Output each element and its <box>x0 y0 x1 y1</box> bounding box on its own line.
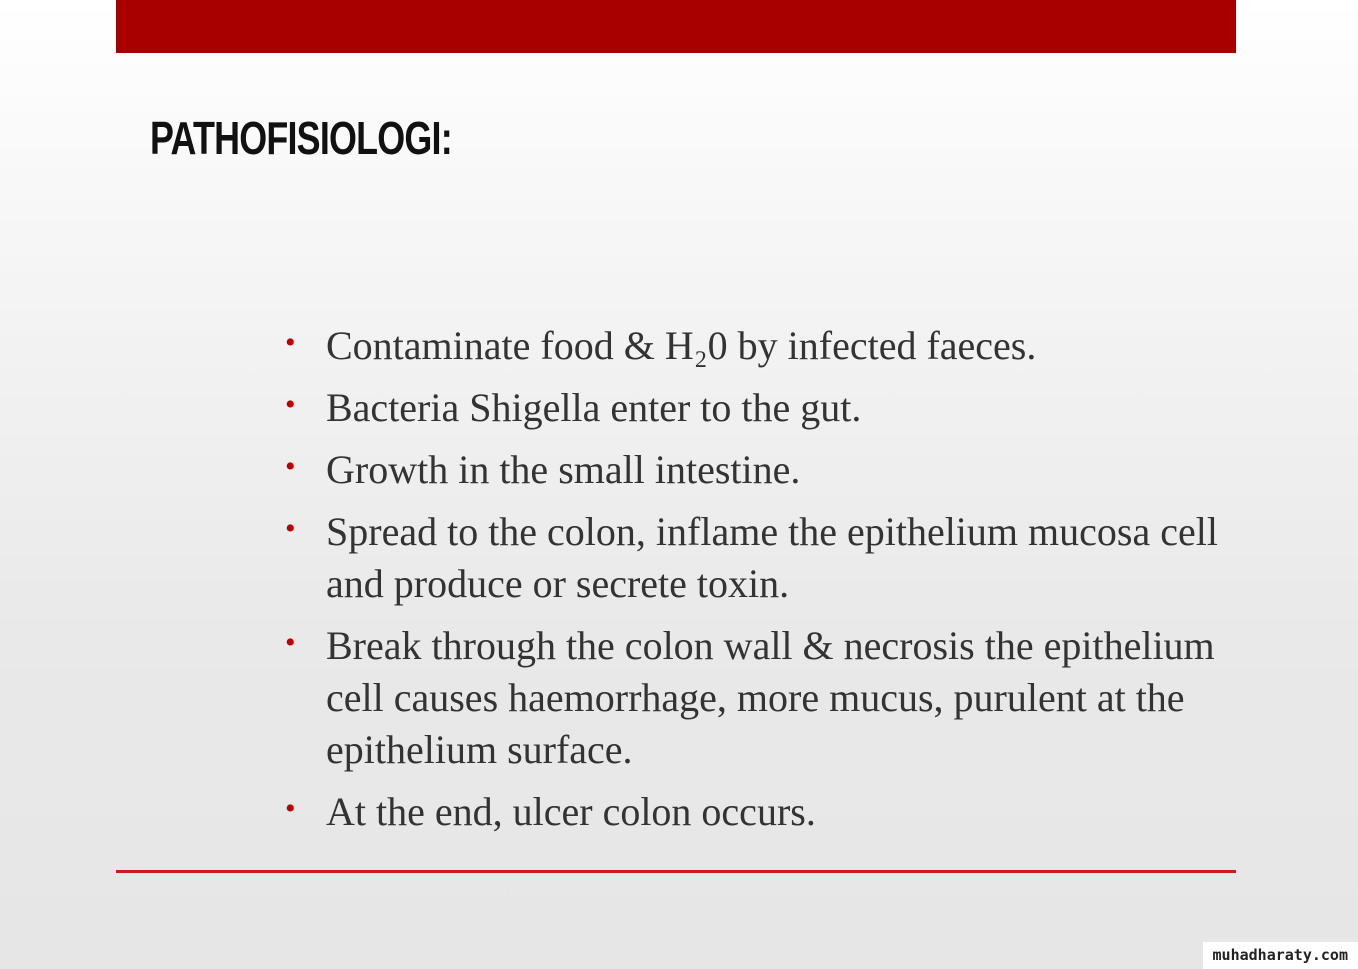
top-accent-bar <box>116 0 1236 53</box>
bullet-icon: • <box>285 792 296 825</box>
bullet-text: At the end, ulcer colon occurs. <box>326 789 816 834</box>
watermark: muhadharaty.com <box>1203 942 1358 969</box>
list-item <box>285 506 1245 610</box>
bullet-icon: • <box>285 388 296 421</box>
list-item <box>285 382 1245 434</box>
bottom-divider <box>116 870 1236 873</box>
bullet-text: Growth in the small intestine. <box>326 447 801 492</box>
bullet-icon: • <box>285 512 296 545</box>
bullet-text: Break through the colon wall & necrosis the epithelium cell causes haemorrhage, more mucus, purulent at the epithelium surface. <box>326 623 1215 772</box>
bullet-list <box>285 320 1245 848</box>
list-item <box>285 320 1245 372</box>
bullet-icon: • <box>285 626 296 659</box>
list-item <box>285 444 1245 496</box>
list-item <box>285 620 1245 776</box>
list-item <box>285 786 1245 838</box>
bullet-text: Contaminate food & H₂0 by infected faeces. <box>326 323 1037 368</box>
slide-title: PATHOFISIOLOGI: <box>150 112 452 164</box>
bullet-icon: • <box>285 326 296 359</box>
bullet-text: Bacteria Shigella enter to the gut. <box>326 385 862 430</box>
bullet-text: Spread to the colon, inflame the epithelium mucosa cell and produce or secrete toxin. <box>326 509 1218 606</box>
bullet-icon: • <box>285 450 296 483</box>
